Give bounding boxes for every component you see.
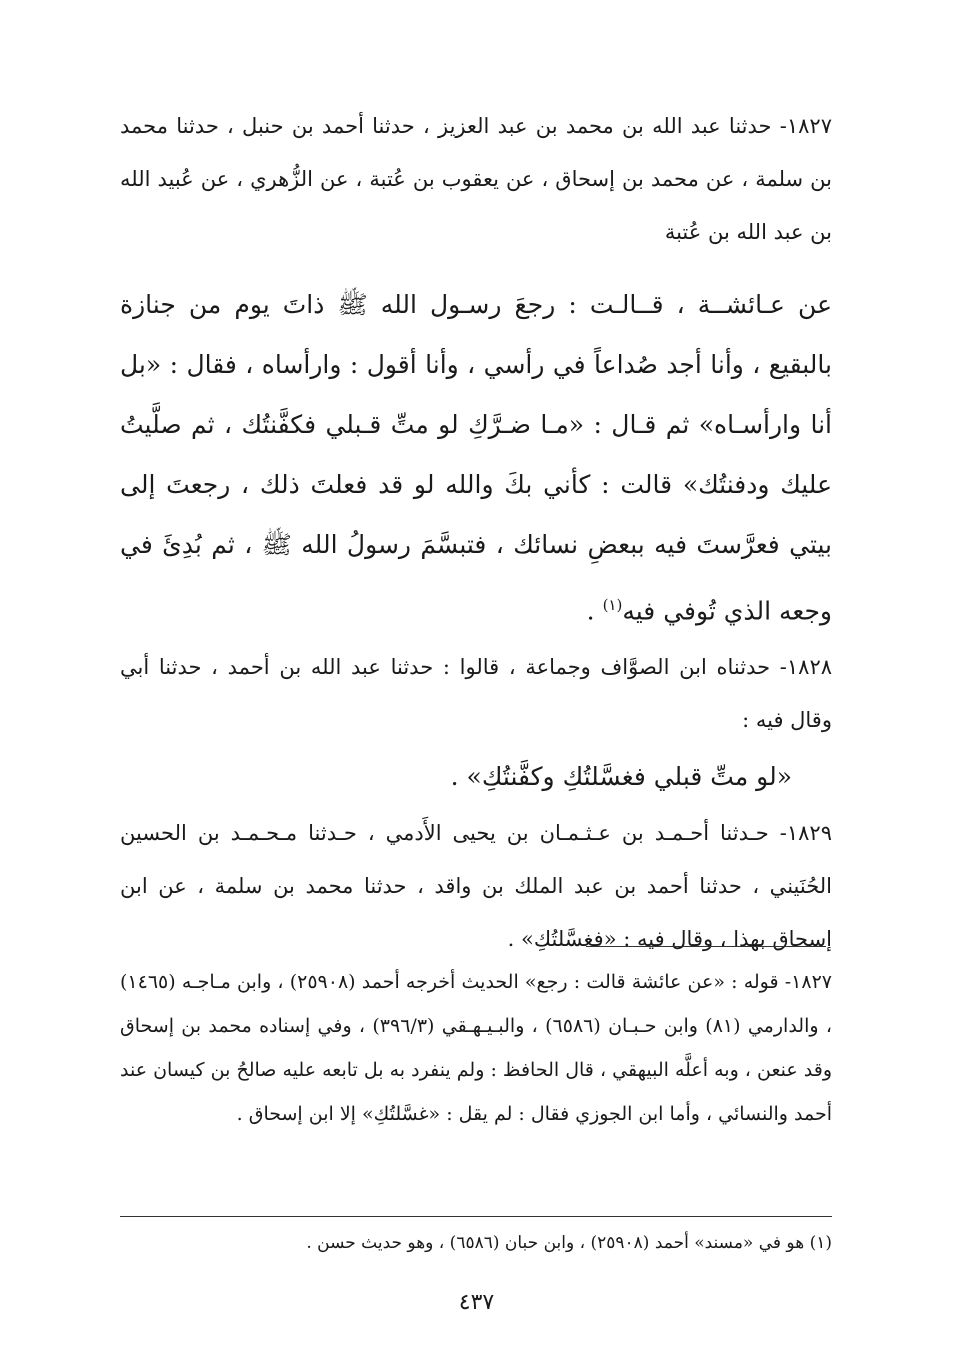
hadith-1827-chain: ١٨٢٧- حدثنا عبد الله بن محمد بن عبد العزيز ، حدثنا أحمد بن حنبل ، حدثنا محمد بن سلمة ، عن محمد بن إسحاق ، عن يعقوب بن عُتبة ، عن الزُّهري ، عن عُبيد الله بن عبد الله بن عُتبة (120, 114, 832, 244)
spacer (120, 259, 832, 269)
page-number: ٤٣٧ (458, 1290, 495, 1315)
main-text (120, 100, 832, 966)
footnote-divider (120, 1216, 832, 1217)
hadith-1827-body: عن عـائشــة ، قــالـت : رجعَ رسـول الله ﷺ ذاتَ يوم من جنازة بالبقيع ، وأنا أجد صُداعاً في رأسي ، وأنا أقول : وارأساه ، فقال : «بل أنا وارأسـاه» ثم قـال : «مـا ضـرَّكِ لو متِّ قـبلي فكفَّنتُك ، ثم صلَّيتُ عليك ودفنتُك» قالت : كأني بكَ والله لو قد فعلتَ ذلك ، رجعتَ إلى بيتي فعرَّستَ فيه ببعضِ نسائك ، فتبسَّمَ رسولُ الله ﷺ ، ثم بُدِئَ في وجعه الذي تُوفي فيه (120, 290, 832, 626)
hadith-1828-text: «لو متِّ قبلي فغسَّلتُكِ وكفَّنتُكِ» . (450, 762, 792, 792)
hadith-1828-chain: ١٨٢٨- حدثناه ابن الصوَّاف وجماعة ، قالوا : حدثنا عبد الله بن أحمد ، حدثنا أبي وقال فيه : (120, 655, 833, 733)
commentary-notes (120, 960, 832, 1136)
hadith-1827-text (120, 275, 832, 641)
notes-divider (586, 946, 826, 947)
note-1827: ١٨٢٧- قوله : «عن عائشة قالت : رجع» الحديث أخرجه أحمد (٢٥٩٠٨) ، وابن مـاجـه (١٤٦٥) ، والدارمي (٨١) وابن حـبـان (٦٥٨٦) ، والبـيـهـقي (٣٩٦/٣) ، وفي إسناده محمد بن إسحاق وقد عنعن ، وبه أعلَّه البيهقي ، قال الحافظ : ولم ينفرد به بل تابعه عليه صالحُ بن كيسان عند أحمد والنسائي ، وأما ابن الجوزي فقال : لم يقل : «غسَّلتُكِ» إلا ابن إسحاق . (120, 971, 832, 1125)
hadith-1829-chain: ١٨٢٩- حـدثنا أحـمـد بن عـثـمـان بن يحيى الأَدمي ، حـدثنا مـحـمـد بن الحسين الحُنَيني ، حدثنا أحمد بن عبد الملك بن واقد ، حدثنا محمد بن سلمة ، عن ابن إسحاق بهذا ، وقال فيه : «فغسَّلتُكِ» . (120, 821, 832, 952)
footnote-ref-1[interactable]: (١) (602, 596, 623, 614)
footnote-1: (١) هو في «مسند» أحمد (٢٥٩٠٨) ، وابن حبان (٦٥٨٦) ، وهو حديث حسن . (306, 1233, 832, 1253)
hadith-1827-end: . (586, 596, 603, 626)
